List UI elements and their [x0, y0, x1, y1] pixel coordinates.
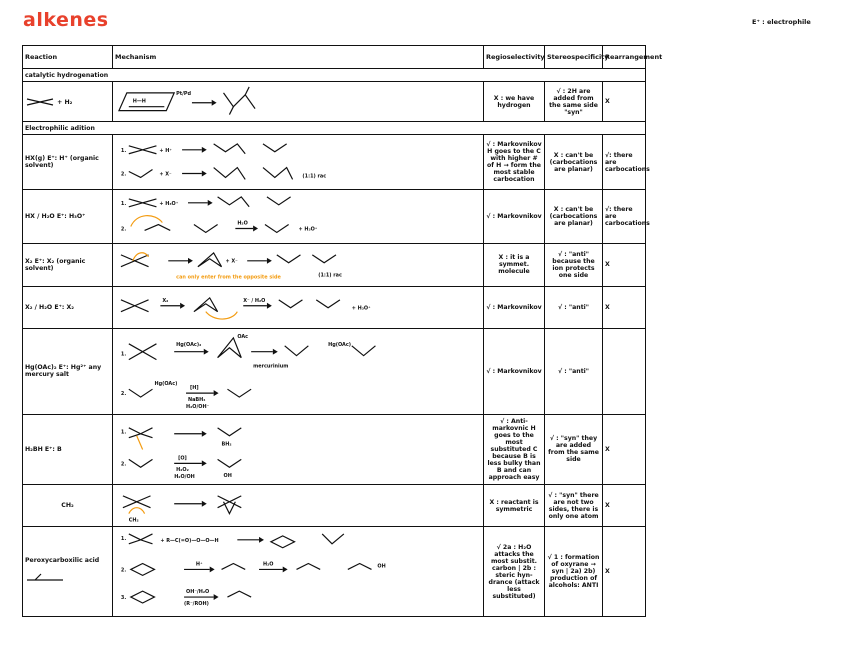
reaction-cell: HX / H₂O E⁺: H₃O⁺	[23, 189, 113, 243]
rearr-cell: X	[603, 484, 646, 526]
mech-label: X₂	[162, 297, 169, 304]
mechanism-diagram	[115, 330, 481, 413]
mech-label: OAc	[237, 333, 249, 340]
regio-cell: X : reactant is symmetric	[484, 484, 545, 526]
table-header-row	[23, 46, 646, 69]
mech-label: + H₃O⁺	[298, 226, 318, 233]
stereo-cell: X : can't be (carbocations are planar)	[545, 189, 603, 243]
header-reaction: Reaction	[23, 46, 113, 69]
regio-cell: √ : Markovnikov	[484, 328, 545, 414]
table-row	[23, 286, 646, 328]
mech-label: + H₃O⁺	[351, 305, 371, 312]
mechanism-diagram	[115, 83, 481, 120]
mech-label: H₂O/OH	[174, 473, 195, 480]
mechanism-cell	[113, 189, 484, 243]
mech-label: 2.	[120, 171, 127, 178]
mechanism-cell	[113, 82, 484, 122]
table-row	[23, 414, 646, 484]
mech-label: Hg(OAc)₂	[176, 341, 202, 348]
reaction-cell	[23, 82, 113, 122]
regio-cell: √ : Markovnikov	[484, 286, 545, 328]
stereo-cell: √ 1 : formation of oxyrane → syn | 2a) 2b) production of alcohols: ANTI	[545, 527, 603, 617]
peracid-structure-icon	[25, 570, 75, 586]
mechanism-cell	[113, 244, 484, 286]
mechanism-cell	[113, 484, 484, 526]
mech-label: + R—C(=O)—O—O—H	[160, 538, 219, 545]
mechanism-cell	[113, 328, 484, 414]
section-electrophilic: Electrophilic adition	[23, 122, 646, 135]
alkene-icon	[25, 97, 55, 107]
mech-label: (R⁻/ROH)	[184, 601, 209, 608]
table-row	[23, 484, 646, 526]
mech-label: (1:1) rac	[318, 272, 342, 279]
table-row	[23, 328, 646, 414]
reaction-table	[22, 45, 663, 617]
regio-cell: √ : Markovnikov H goes to the C with higher # of H → form the most stable carbocation	[484, 135, 545, 189]
stereo-cell: √ : "anti"	[545, 286, 603, 328]
mechanism-cell	[113, 527, 484, 617]
mech-label: [H]	[189, 385, 199, 392]
regio-cell: √ : Anti-markovnic H goes to the most substituted C because B is less bulky than B and can approach easy	[484, 414, 545, 484]
mechanism-cell	[113, 286, 484, 328]
mech-label: + X⁻	[159, 171, 172, 178]
mech-label: OH	[223, 473, 232, 480]
reaction-label: + H₂	[57, 98, 73, 106]
mech-label: 1.	[120, 429, 127, 436]
rearr-cell: √: there are carbocations	[603, 135, 646, 189]
page-title: alkenes	[23, 9, 109, 31]
regio-cell: X : it is a symmet. molecule	[484, 244, 545, 286]
mech-label: 2.	[120, 567, 127, 574]
mech-label: [O]	[178, 455, 187, 462]
mech-label: CH₂	[128, 517, 139, 524]
stereo-cell: √ : "anti"	[545, 328, 603, 414]
mech-label: Pt/Pd	[176, 90, 192, 97]
mech-label: 2.	[120, 461, 127, 468]
mech-label: H₂O₂	[176, 467, 189, 474]
regio-cell: √ 2a : H₂O attacks the most substit. carbon | 2b : steric hyn-drance (attack less substituted)	[484, 527, 545, 617]
stereo-cell: √ : "syn" they are added from the same side	[545, 414, 603, 484]
mech-label: 1.	[120, 148, 127, 155]
mech-label: 2.	[120, 391, 127, 398]
mech-label: 1.	[120, 200, 127, 207]
reaction-cell: Hg(OAc)₂ E⁺: Hg²⁺ any mercury salt	[23, 328, 113, 414]
header-regioselectivity: Regioselectivity	[484, 46, 545, 69]
mech-label: Hg(OAc)	[154, 381, 178, 388]
reaction-cell: H₂BH E⁺: B	[23, 414, 113, 484]
header-mechanism: Mechanism	[113, 46, 484, 69]
mech-label: + H₃O⁺	[159, 200, 179, 207]
reaction-cell: X₂ / H₂O E⁺: X₂	[23, 286, 113, 328]
section-row	[23, 122, 646, 135]
mech-label: BH₂	[221, 441, 232, 448]
rearr-cell: X	[603, 244, 646, 286]
mech-label: OH⁻/H₂O	[186, 589, 210, 596]
mech-label: + X⁻	[225, 258, 238, 265]
table-row	[23, 82, 646, 122]
mech-label: + H⁺	[159, 148, 172, 155]
reaction-cell: HX(g) E⁺: H⁺ (organic solvent)	[23, 135, 113, 189]
mechanism-diagram	[115, 245, 481, 284]
mech-label: 2.	[120, 226, 127, 233]
mech-label: (1:1) rac	[302, 173, 327, 180]
mech-label: NaBH₄	[188, 397, 206, 404]
stereo-cell: X : can't be (carbocations are planar)	[545, 135, 603, 189]
section-row	[23, 69, 646, 82]
mech-label: can only enter from the opposite side	[176, 274, 281, 281]
mech-label: H₂O/OH⁻	[186, 403, 210, 410]
mechanism-diagram	[115, 136, 481, 187]
mech-label: H₂O	[237, 220, 248, 227]
table-row	[23, 135, 646, 189]
mechanism-diagram	[115, 416, 481, 483]
mechanism-diagram	[115, 191, 481, 242]
reaction-cell	[23, 527, 113, 617]
rearr-cell: X	[603, 527, 646, 617]
mech-label: 1.	[120, 351, 127, 358]
mech-label: 1.	[120, 536, 127, 543]
mech-label: H₂O	[262, 561, 274, 568]
mech-label: X⁻ / H₂O	[243, 297, 266, 304]
mechanism-diagram	[115, 486, 481, 525]
rearr-cell: X	[603, 286, 646, 328]
mech-label: OH	[377, 563, 386, 570]
rearr-cell	[603, 328, 646, 414]
stereo-cell: √ : "anti" because the ion protects one side	[545, 244, 603, 286]
mech-label: H⁺	[195, 561, 203, 568]
mech-label: mercurinium	[253, 363, 289, 370]
table-row	[23, 189, 646, 243]
table-row	[23, 527, 646, 617]
rearr-cell: X	[603, 82, 646, 122]
mech-label: 3.	[120, 595, 127, 602]
reaction-label: Peroxycarboxilic acid	[25, 557, 100, 565]
mech-label: Hg(OAc)	[328, 341, 352, 348]
header-stereospecificity: Stereospecificity	[545, 46, 603, 69]
rearr-cell: X	[603, 414, 646, 484]
legend-note: E⁺ : electrophile	[752, 18, 811, 26]
regio-cell: X : we have hydrogen	[484, 82, 545, 122]
reaction-cell: X₂ E⁺: X₂ (organic solvent)	[23, 244, 113, 286]
regio-cell: √ : Markovnikov	[484, 189, 545, 243]
reaction-cell: CH₂	[23, 484, 113, 526]
stereo-cell: √ : 2H are added from the same side "syn"	[545, 82, 603, 122]
mechanism-diagram	[115, 288, 481, 327]
mechanism-cell	[113, 135, 484, 189]
mech-label: H—H	[132, 98, 146, 105]
table-row	[23, 244, 646, 286]
header-rearrangement: Rearrangement	[603, 46, 646, 69]
section-hydrogenation: catalytic hydrogenation	[23, 69, 646, 82]
mechanism-diagram	[115, 528, 481, 615]
stereo-cell: √ : "syn" there are not two sides, there is only one atom	[545, 484, 603, 526]
rearr-cell: √: there are carbocations	[603, 189, 646, 243]
mechanism-cell	[113, 414, 484, 484]
